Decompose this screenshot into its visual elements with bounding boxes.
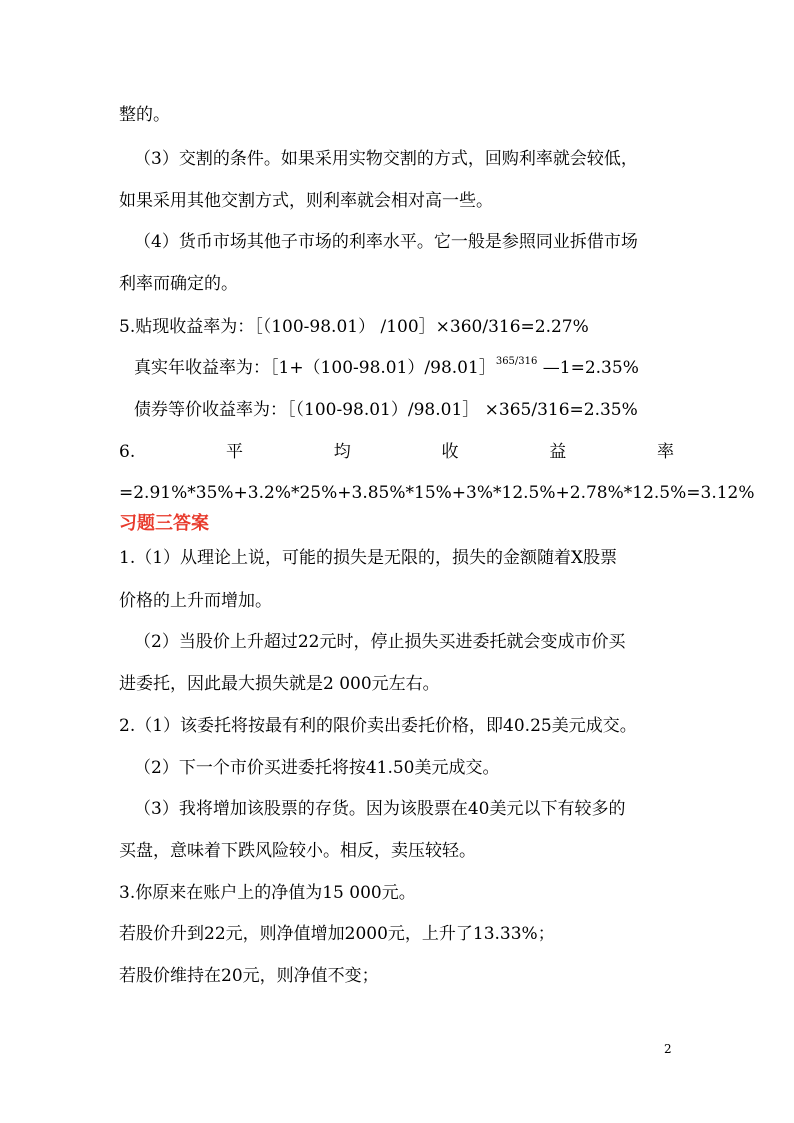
text-line: 3.你原来在账户上的净值为15 000元。 <box>119 883 416 903</box>
text-line: （2）下一个市价买进委托将按41.50美元成交。 <box>134 758 500 778</box>
text-line: 整的。 <box>119 105 170 125</box>
justified-line <box>119 440 674 464</box>
text-segment: 真实年收益率为：［1+（100-98.01）/98.01］ <box>134 358 496 378</box>
word: 益 <box>549 442 567 462</box>
section-heading: 习题三答案 <box>119 513 209 534</box>
text-line: （2）当股价上升超过22元时，停止损失买进委托就会变成市价买 <box>134 632 626 652</box>
word: 平 <box>225 442 243 462</box>
word: 6. <box>119 442 136 462</box>
text-line: 5.贴现收益率为：［（100-98.01） /100］×360/316=2.27% <box>119 317 589 337</box>
text-line: 若股价升到22元，则净值增加2000元，上升了13.33%； <box>119 924 555 944</box>
text-line: 利率而确定的。 <box>119 274 238 294</box>
text-line: （3）交割的条件。如果采用实物交割的方式，回购利率就会较低， <box>134 149 638 169</box>
text-line: 进委托，因此最大损失就是2 000元左右。 <box>119 674 440 694</box>
text-line: （3）我将增加该股票的存货。因为该股票在40美元以下有较多的 <box>134 799 626 819</box>
text-line: =2.91%*35%+3.2%*25%+3.85%*15%+3%*12.5%+2.78%*12.5%=3.12% <box>119 483 755 503</box>
text-segment: —1=2.35% <box>537 358 639 378</box>
text-line: 价格的上升而增加。 <box>119 591 272 611</box>
text-line: 1.（1）从理论上说，可能的损失是无限的，损失的金额随着X股票 <box>119 548 618 568</box>
text-line: （4）货币市场其他子市场的利率水平。它一般是参照同业拆借市场 <box>134 232 638 252</box>
text-line: 债券等价收益率为：［（100-98.01）/98.01］ ×365/316=2.35% <box>134 400 638 420</box>
text-line: 若股价维持在20元，则净值不变； <box>119 966 379 986</box>
word: 收 <box>441 442 459 462</box>
word: 率 <box>656 442 674 462</box>
text-line: 买盘，意味着下跌风险较小。相反，卖压较轻。 <box>119 841 476 861</box>
word: 均 <box>333 442 351 462</box>
page-number: 2 <box>664 1042 672 1056</box>
exponent: 365/316 <box>495 356 538 368</box>
text-line <box>134 356 639 380</box>
text-line: 如果采用其他交割方式，则利率就会相对高一些。 <box>119 191 493 211</box>
text-line: 2.（1）该委托将按最有利的限价卖出委托价格，即40.25美元成交。 <box>119 716 637 736</box>
